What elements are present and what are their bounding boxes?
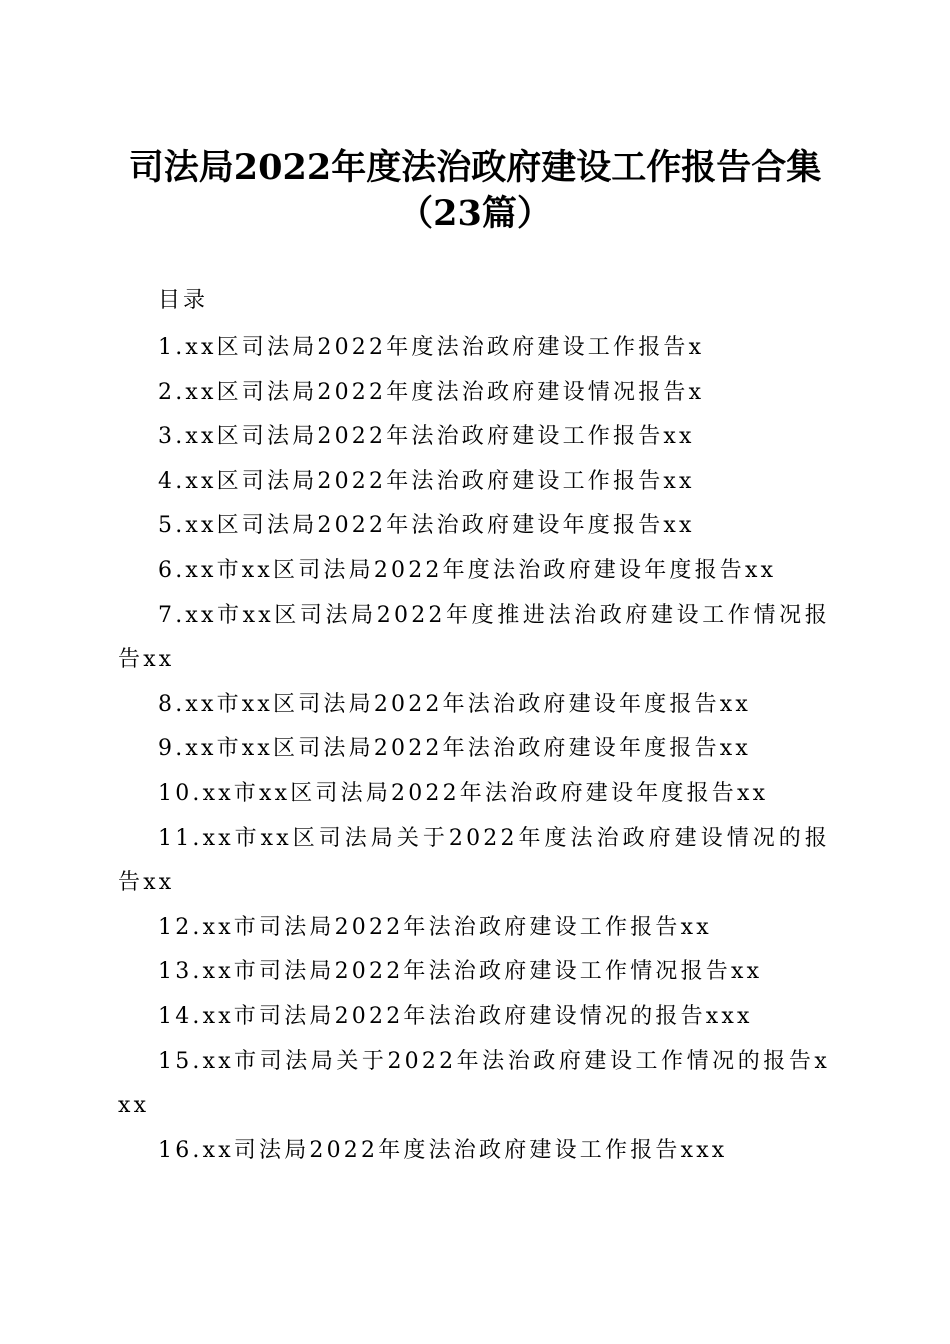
toc-item: 10.xx市xx区司法局2022年法治政府建设年度报告xx xyxy=(158,780,769,806)
toc-item: 5.xx区司法局2022年法治政府建设年度报告xx xyxy=(158,513,695,539)
document-title: 司法局2022年度法治政府建设工作报告合集 xyxy=(128,147,822,188)
toc-item: 9.xx市xx区司法局2022年法治政府建设年度报告xx xyxy=(158,736,752,762)
toc-item: 4.xx区司法局2022年法治政府建设工作报告xx xyxy=(158,468,695,494)
toc-item: 8.xx市xx区司法局2022年法治政府建设年度报告xx xyxy=(158,691,752,717)
table-of-contents xyxy=(118,326,830,1173)
toc-item: 13.xx市司法局2022年法治政府建设工作情况报告xx xyxy=(158,959,763,985)
document-subtitle: （23篇） xyxy=(398,193,552,234)
toc-item: 7.xx市xx区司法局2022年度推进法治政府建设工作情况报告xx xyxy=(118,602,830,673)
toc-item: 3.xx区司法局2022年法治政府建设工作报告xx xyxy=(158,424,695,450)
toc-heading: 目录 xyxy=(158,288,209,313)
toc-item: 11.xx市xx区司法局关于2022年度法治政府建设情况的报告xx xyxy=(118,825,830,896)
toc-item: 2.xx区司法局2022年度法治政府建设情况报告x xyxy=(158,379,705,405)
toc-item: 15.xx市司法局关于2022年法治政府建设工作情况的报告xxx xyxy=(118,1048,830,1119)
toc-item: 14.xx市司法局2022年法治政府建设情况的报告xxx xyxy=(158,1003,753,1029)
toc-item: 12.xx市司法局2022年法治政府建设工作报告xx xyxy=(158,914,712,940)
toc-item: 1.xx区司法局2022年度法治政府建设工作报告x xyxy=(158,335,705,360)
toc-item: 16.xx司法局2022年度法治政府建设工作报告xxx xyxy=(158,1137,728,1163)
toc-item: 6.xx市xx区司法局2022年度法治政府建设年度报告xx xyxy=(158,557,777,583)
